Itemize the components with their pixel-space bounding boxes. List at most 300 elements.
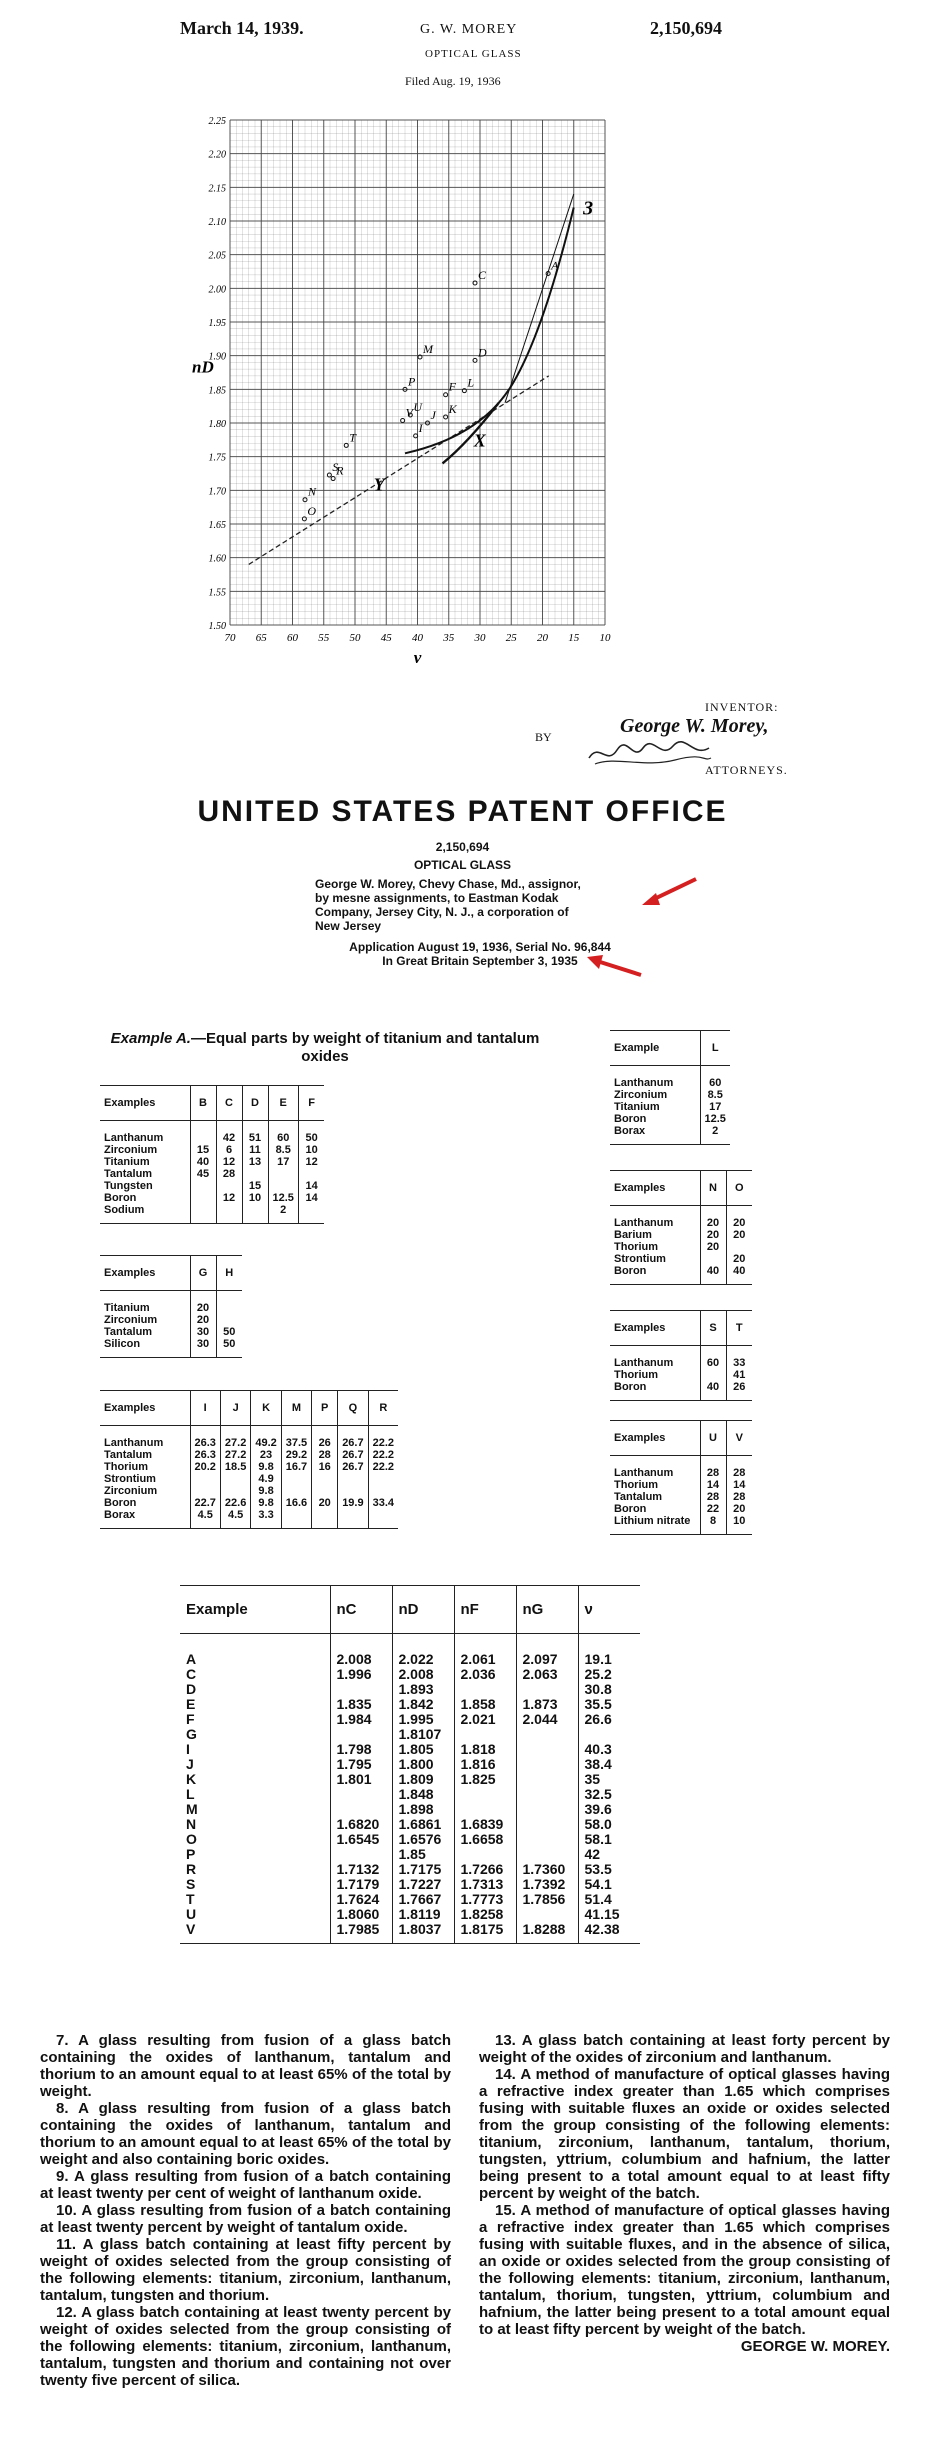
table-cell	[368, 1485, 398, 1497]
application-line: Application August 19, 1936, Serial No. 96,844	[349, 940, 611, 954]
table-header: F	[298, 1086, 324, 1121]
row-label: Strontium	[104, 1473, 156, 1485]
table-cell: 2.044	[516, 1712, 578, 1727]
example-a-italic: Example A.	[110, 1030, 191, 1047]
table-cell: 1.7773	[454, 1892, 516, 1907]
data-point-label: I	[418, 420, 423, 435]
table-header: nF	[454, 1586, 516, 1634]
composition-table-i-r	[100, 1390, 398, 1529]
y-tick-label: 2.15	[208, 183, 226, 195]
table-cell: 20	[190, 1314, 216, 1326]
claim-12: 12. A glass batch containing at least twenty percent by weight of oxides selected from the group consisting of the following elements: titanium, zirconium, lanthanum, tantalum, tungsten and thorium and containing not over twenty five percent of silica.	[40, 2304, 451, 2389]
table-cell: 28	[700, 1491, 726, 1503]
example-row	[180, 1787, 640, 1802]
y-tick-label: 1.65	[208, 520, 226, 531]
table-cell: 1.85	[392, 1847, 454, 1862]
table-cell: 25.2	[578, 1667, 640, 1682]
table-cell: 1.6839	[454, 1817, 516, 1832]
table-cell: 1.7227	[392, 1877, 454, 1892]
composition-row	[100, 1291, 242, 1315]
office-patent-number: 2,150,694	[435, 840, 490, 854]
curve-label-x: X	[473, 430, 486, 451]
table-cell: 22.2	[368, 1426, 398, 1450]
example-row	[180, 1907, 640, 1922]
example-row	[180, 1772, 640, 1787]
table-cell: 51.4	[578, 1892, 640, 1907]
data-point-label: C	[478, 267, 487, 282]
composition-row	[100, 1192, 324, 1204]
composition-row	[610, 1381, 752, 1401]
row-label: Titanium	[614, 1101, 660, 1113]
table-cell: 8.5	[700, 1089, 730, 1101]
composition-row	[610, 1265, 752, 1285]
table-header: Examples	[100, 1086, 190, 1121]
x-tick-label: 65	[255, 632, 267, 644]
table-cell: 2.008	[392, 1667, 454, 1682]
table-cell: 1.805	[392, 1742, 454, 1757]
table-cell	[454, 1802, 516, 1817]
table-cell	[268, 1168, 298, 1180]
table-cell	[268, 1180, 298, 1192]
y-tick-label: 2.00	[208, 284, 226, 296]
claim-15: 15. A method of manufacture of optical glasses having a refractive index greater than 1.65 which comprises fusing with suitable fluxes, and in the absence of silica, an oxide or oxides selected from the group consisting of the following elements: titanium, zirconium, lanthanum, tantalum, thorium, tungsten, yttrium, columbium and hafnium, the latter being present to a total amount equal to at least fifty percent by weight of the batch.	[479, 2202, 890, 2338]
data-point-label: U	[413, 399, 422, 414]
table-cell: 20	[726, 1229, 752, 1241]
table-cell: 1.858	[454, 1697, 516, 1712]
row-label: Boron	[104, 1497, 137, 1509]
composition-row	[610, 1253, 752, 1265]
table-header: E	[268, 1086, 298, 1121]
table-header: Examples	[610, 1311, 700, 1346]
row-label: Sodium	[100, 1204, 190, 1224]
composition-row	[610, 1101, 730, 1113]
example-row	[180, 1817, 640, 1832]
table-cell: 1.809	[392, 1772, 454, 1787]
row-label: S	[186, 1876, 196, 1892]
table-cell: 1.7392	[516, 1877, 578, 1892]
x-tick-label: 60	[287, 632, 298, 644]
data-point-label: L	[467, 375, 475, 390]
row-label: Titanium	[104, 1302, 150, 1314]
claims-text	[40, 2032, 890, 2389]
example-row	[180, 1802, 640, 1817]
table-cell: 20	[726, 1503, 752, 1515]
row-label: M	[186, 1801, 198, 1817]
composition-row	[100, 1338, 242, 1358]
table-cell: 26.3	[190, 1426, 220, 1450]
table-cell: 1.984	[330, 1712, 392, 1727]
data-point-label: N	[308, 484, 317, 499]
data-point-label: M	[423, 342, 433, 357]
row-label: Strontium	[614, 1253, 666, 1265]
table-cell: 2	[268, 1204, 298, 1224]
table-cell: 1.8060	[330, 1907, 392, 1922]
table-cell: 42	[216, 1121, 242, 1145]
composition-row	[100, 1121, 324, 1145]
table-cell: 20	[700, 1241, 726, 1253]
table-cell	[454, 1787, 516, 1802]
table-cell: 4.9	[251, 1473, 281, 1485]
table-cell: 28	[216, 1168, 242, 1180]
y-tick-label: 2.20	[208, 149, 226, 161]
table-cell: 51	[242, 1121, 268, 1145]
table-cell: 1.7985	[330, 1922, 392, 1944]
table-cell: 30.8	[578, 1682, 640, 1697]
table-cell: 26	[312, 1426, 338, 1450]
row-label: Tantalum	[614, 1491, 663, 1503]
table-cell: 28	[700, 1456, 726, 1480]
example-row	[180, 1697, 640, 1712]
table-cell: 1.798	[330, 1742, 392, 1757]
table-header: P	[312, 1391, 338, 1426]
tangent-line	[505, 194, 574, 403]
table-header: Examples	[610, 1421, 700, 1456]
table-header: Q	[338, 1391, 368, 1426]
table-cell: 1.7266	[454, 1862, 516, 1877]
row-label: U	[186, 1906, 197, 1922]
table-cell: 19.9	[338, 1497, 368, 1509]
table-cell: 22.6	[220, 1497, 250, 1509]
table-cell: 12	[216, 1156, 242, 1168]
table-cell	[330, 1682, 392, 1697]
composition-row	[610, 1346, 752, 1370]
table-cell	[312, 1509, 338, 1529]
data-point	[302, 517, 306, 521]
table-cell: 2.008	[330, 1634, 392, 1668]
table-cell: 8	[700, 1515, 726, 1535]
table-cell: 2.097	[516, 1634, 578, 1668]
table-cell: 30	[190, 1338, 216, 1358]
data-point-label: V	[405, 405, 413, 420]
composition-row	[610, 1066, 730, 1090]
table-cell: 9.8	[251, 1461, 281, 1473]
table-cell: 10	[242, 1192, 268, 1204]
table-cell: 12.5	[700, 1113, 730, 1125]
table-cell	[516, 1787, 578, 1802]
office-heading: UNITED STATES PATENT OFFICE	[197, 795, 728, 828]
table-cell: 30	[190, 1326, 216, 1338]
table-header: I	[190, 1391, 220, 1426]
data-point	[327, 473, 331, 477]
row-label: Lanthanum	[104, 1437, 164, 1449]
row-label: Zirconium	[614, 1089, 668, 1101]
table-cell: 1.848	[392, 1787, 454, 1802]
row-label: Thorium	[614, 1479, 658, 1491]
inventor-signature-name: George W. Morey,	[620, 715, 769, 737]
table-cell: 4.5	[220, 1509, 250, 1529]
table-header: Examples	[100, 1391, 190, 1426]
example-row	[180, 1847, 640, 1862]
table-header: G	[190, 1256, 216, 1291]
table-cell	[330, 1802, 392, 1817]
row-label: Thorium	[104, 1461, 148, 1473]
table-cell: 1.996	[330, 1667, 392, 1682]
table-cell	[454, 1727, 516, 1742]
patent-date: March 14, 1939.	[180, 18, 304, 38]
table-cell	[216, 1180, 242, 1192]
table-cell: 32.5	[578, 1787, 640, 1802]
assignor-line: New Jersey	[315, 919, 382, 933]
patent-title: OPTICAL GLASS	[425, 48, 522, 60]
table-cell	[216, 1314, 242, 1326]
application-line: In Great Britain September 3, 1935	[382, 954, 578, 968]
table-header: C	[216, 1086, 242, 1121]
table-cell	[454, 1682, 516, 1697]
y-tick-label: 2.25	[208, 116, 226, 127]
table-cell: 1.7313	[454, 1877, 516, 1892]
table-cell: 14	[700, 1479, 726, 1491]
example-row	[180, 1877, 640, 1892]
table-cell: 20	[700, 1229, 726, 1241]
table-cell	[338, 1509, 368, 1529]
table-cell	[242, 1204, 268, 1224]
table-cell	[516, 1757, 578, 1772]
composition-table-l	[610, 1030, 730, 1145]
example-row	[180, 1862, 640, 1877]
table-cell: 16.7	[281, 1461, 311, 1473]
table-cell: 35	[578, 1772, 640, 1787]
assignor-text	[315, 877, 645, 933]
data-point-label: T	[349, 430, 356, 445]
table-cell: 13	[242, 1156, 268, 1168]
table-cell	[516, 1742, 578, 1757]
table-cell	[700, 1253, 726, 1265]
refractive-index-table	[180, 1585, 640, 1944]
table-cell	[516, 1682, 578, 1697]
table-header: O	[726, 1171, 752, 1206]
table-cell	[281, 1485, 311, 1497]
row-label: E	[186, 1696, 196, 1712]
table-cell: 20	[726, 1253, 752, 1265]
table-cell: 20	[726, 1206, 752, 1230]
table-cell: 17	[700, 1101, 730, 1113]
data-point	[344, 443, 348, 447]
y-tick-label: 1.60	[208, 553, 226, 565]
table-cell	[242, 1168, 268, 1180]
table-cell: 8.5	[268, 1144, 298, 1156]
composition-row	[610, 1229, 752, 1241]
table-cell: 1.995	[392, 1712, 454, 1727]
row-label: T	[186, 1891, 195, 1907]
table-cell: 1.8107	[392, 1727, 454, 1742]
x-tick-label: 55	[318, 632, 330, 644]
filed-date: Filed Aug. 19, 1936	[405, 74, 501, 88]
table-header: M	[281, 1391, 311, 1426]
row-label: Zirconium	[104, 1144, 158, 1156]
table-cell	[454, 1847, 516, 1862]
x-tick-label: 70	[224, 632, 236, 644]
data-point	[444, 415, 448, 419]
row-label: Thorium	[614, 1369, 658, 1381]
assignor-line: by mesne assignments, to Eastman Kodak	[315, 891, 559, 905]
table-cell: 1.893	[392, 1682, 454, 1697]
table-cell: 27.2	[220, 1426, 250, 1450]
table-cell: 16.6	[281, 1497, 311, 1509]
table-cell: 20.2	[190, 1461, 220, 1473]
row-label: Lanthanum	[614, 1467, 674, 1479]
table-cell: 26	[726, 1381, 752, 1401]
table-cell	[312, 1485, 338, 1497]
example-row	[180, 1634, 640, 1668]
data-point-label: J	[430, 408, 436, 422]
composition-row	[100, 1144, 324, 1156]
table-cell: 40	[700, 1381, 726, 1401]
table-cell: 16	[312, 1461, 338, 1473]
composition-row	[610, 1479, 752, 1491]
table-cell: 28	[726, 1456, 752, 1480]
table-cell: 37.5	[281, 1426, 311, 1450]
row-label: Tantalum	[104, 1168, 153, 1180]
row-label: Boron	[614, 1113, 647, 1125]
table-header: ν	[578, 1586, 640, 1634]
inventor-header: G. W. MOREY	[420, 22, 518, 37]
table-cell: 1.7624	[330, 1892, 392, 1907]
composition-row	[100, 1314, 242, 1326]
table-cell: 1.6576	[392, 1832, 454, 1847]
table-cell	[368, 1509, 398, 1529]
y-tick-label: 2.05	[208, 250, 226, 262]
table-cell: 1.6861	[392, 1817, 454, 1832]
table-cell: 26.7	[338, 1426, 368, 1450]
table-cell: 33.4	[368, 1497, 398, 1509]
table-cell: 19.1	[578, 1634, 640, 1668]
y-tick-label: 1.50	[208, 621, 226, 632]
table-cell: 17	[268, 1156, 298, 1168]
data-point	[331, 477, 335, 481]
example-row	[180, 1922, 640, 1944]
table-cell: 42	[578, 1847, 640, 1862]
row-label: L	[186, 1786, 195, 1802]
table-cell: 12	[298, 1156, 324, 1168]
x-tick-label: 35	[443, 632, 455, 644]
data-point-label: D	[478, 345, 487, 360]
table-cell: 49.2	[251, 1426, 281, 1450]
table-cell: 42.38	[578, 1922, 640, 1944]
row-label: Silicon	[100, 1338, 190, 1358]
example-row	[180, 1832, 640, 1847]
table-header: L	[700, 1031, 730, 1066]
table-cell: 50	[298, 1121, 324, 1145]
composition-row	[610, 1491, 752, 1503]
table-cell: 1.7132	[330, 1862, 392, 1877]
table-header: J	[220, 1391, 250, 1426]
y-tick-label: 1.85	[208, 385, 226, 397]
table-cell	[190, 1204, 216, 1224]
table-cell	[516, 1832, 578, 1847]
table-cell: 2	[700, 1125, 730, 1145]
row-label: Lithium nitrate	[610, 1515, 700, 1535]
composition-row	[100, 1449, 398, 1461]
data-point	[401, 419, 405, 423]
table-cell: 1.7179	[330, 1877, 392, 1892]
row-label: Tantalum	[104, 1326, 153, 1338]
table-cell	[726, 1241, 752, 1253]
table-cell: 1.7856	[516, 1892, 578, 1907]
by-label: BY	[535, 730, 552, 744]
composition-row	[100, 1204, 324, 1224]
table-cell: 2.021	[454, 1712, 516, 1727]
table-header: nC	[330, 1586, 392, 1634]
composition-row	[100, 1509, 398, 1529]
data-point-label: R	[336, 463, 344, 478]
table-cell: 40	[700, 1265, 726, 1285]
row-label: R	[186, 1861, 197, 1877]
table-cell: 1.6545	[330, 1832, 392, 1847]
claim-7: 7. A glass resulting from fusion of a glass batch containing the oxides of lanthanum, tantalum and thorium to an amount equal to at least 65% of the total by weight.	[40, 2032, 451, 2100]
attorney-signature	[585, 740, 715, 768]
example-row	[180, 1742, 640, 1757]
table-header: nD	[392, 1586, 454, 1634]
refractive-index-chart	[190, 105, 750, 705]
table-cell	[516, 1727, 578, 1742]
table-cell: 33	[726, 1346, 752, 1370]
y-tick-label: 1.90	[208, 351, 226, 363]
table-cell	[190, 1485, 220, 1497]
table-cell	[516, 1817, 578, 1832]
y-tick-label: 1.75	[208, 452, 226, 464]
table-header: V	[726, 1421, 752, 1456]
inventor-label: INVENTOR:	[705, 700, 779, 714]
table-cell: 1.7360	[516, 1862, 578, 1877]
row-label: Boron	[610, 1381, 700, 1401]
table-cell: 4.5	[190, 1509, 220, 1529]
composition-row	[100, 1485, 398, 1497]
table-header: N	[700, 1171, 726, 1206]
x-tick-label: 20	[537, 632, 548, 644]
y-tick-label: 2.10	[208, 217, 226, 228]
office-patent-title: OPTICAL GLASS	[413, 858, 512, 872]
table-cell: 22.2	[368, 1461, 398, 1473]
row-label: Borax	[610, 1125, 700, 1145]
table-cell: 50	[216, 1326, 242, 1338]
example-row	[180, 1727, 640, 1742]
composition-row	[100, 1461, 398, 1473]
assignor-line: George W. Morey, Chevy Chase, Md., assignor,	[315, 877, 581, 891]
table-cell: 1.816	[454, 1757, 516, 1772]
y-tick-label: 1.80	[208, 419, 226, 430]
row-label: F	[186, 1711, 195, 1727]
row-label: Tantalum	[104, 1449, 153, 1461]
composition-row	[610, 1113, 730, 1125]
row-label: I	[186, 1741, 190, 1757]
y-tick-label: 1.95	[208, 318, 226, 329]
claim-14: 14. A method of manufacture of optical glasses having a refractive index greater than 1.65 which comprises fusing with suitable fluxes an oxide or oxides selected from the group consisting of the following elements: titanium, zirconium, lanthanum, tantalum, thorium, tungsten, yttrium, columbium and hafnium, the latter being present to a total amount equal to at least fifty percent by weight of the batch.	[479, 2066, 890, 2202]
composition-table-n-o	[610, 1170, 752, 1285]
table-cell	[220, 1485, 250, 1497]
table-cell: 9.8	[251, 1497, 281, 1509]
x-tick-label: 25	[505, 632, 517, 644]
table-cell: 1.818	[454, 1742, 516, 1757]
table-header: Example	[610, 1031, 700, 1066]
row-label: Tungsten	[104, 1180, 153, 1192]
composition-row	[100, 1473, 398, 1485]
table-cell: 45	[190, 1168, 216, 1180]
table-header: R	[368, 1391, 398, 1426]
table-cell: 2.063	[516, 1667, 578, 1682]
table-header: H	[216, 1256, 242, 1291]
table-cell: 38.4	[578, 1757, 640, 1772]
table-cell: 1.8175	[454, 1922, 516, 1944]
curve-label-y: Y	[373, 474, 385, 495]
table-cell: 26.6	[578, 1712, 640, 1727]
table-header: B	[190, 1086, 216, 1121]
data-point-label: S	[332, 460, 339, 475]
attorneys-label: ATTORNEYS.	[705, 763, 788, 777]
row-label: K	[186, 1771, 197, 1787]
red-arrow-icon	[640, 875, 700, 915]
table-cell: 58.0	[578, 1817, 640, 1832]
x-tick-label: 30	[474, 632, 486, 644]
